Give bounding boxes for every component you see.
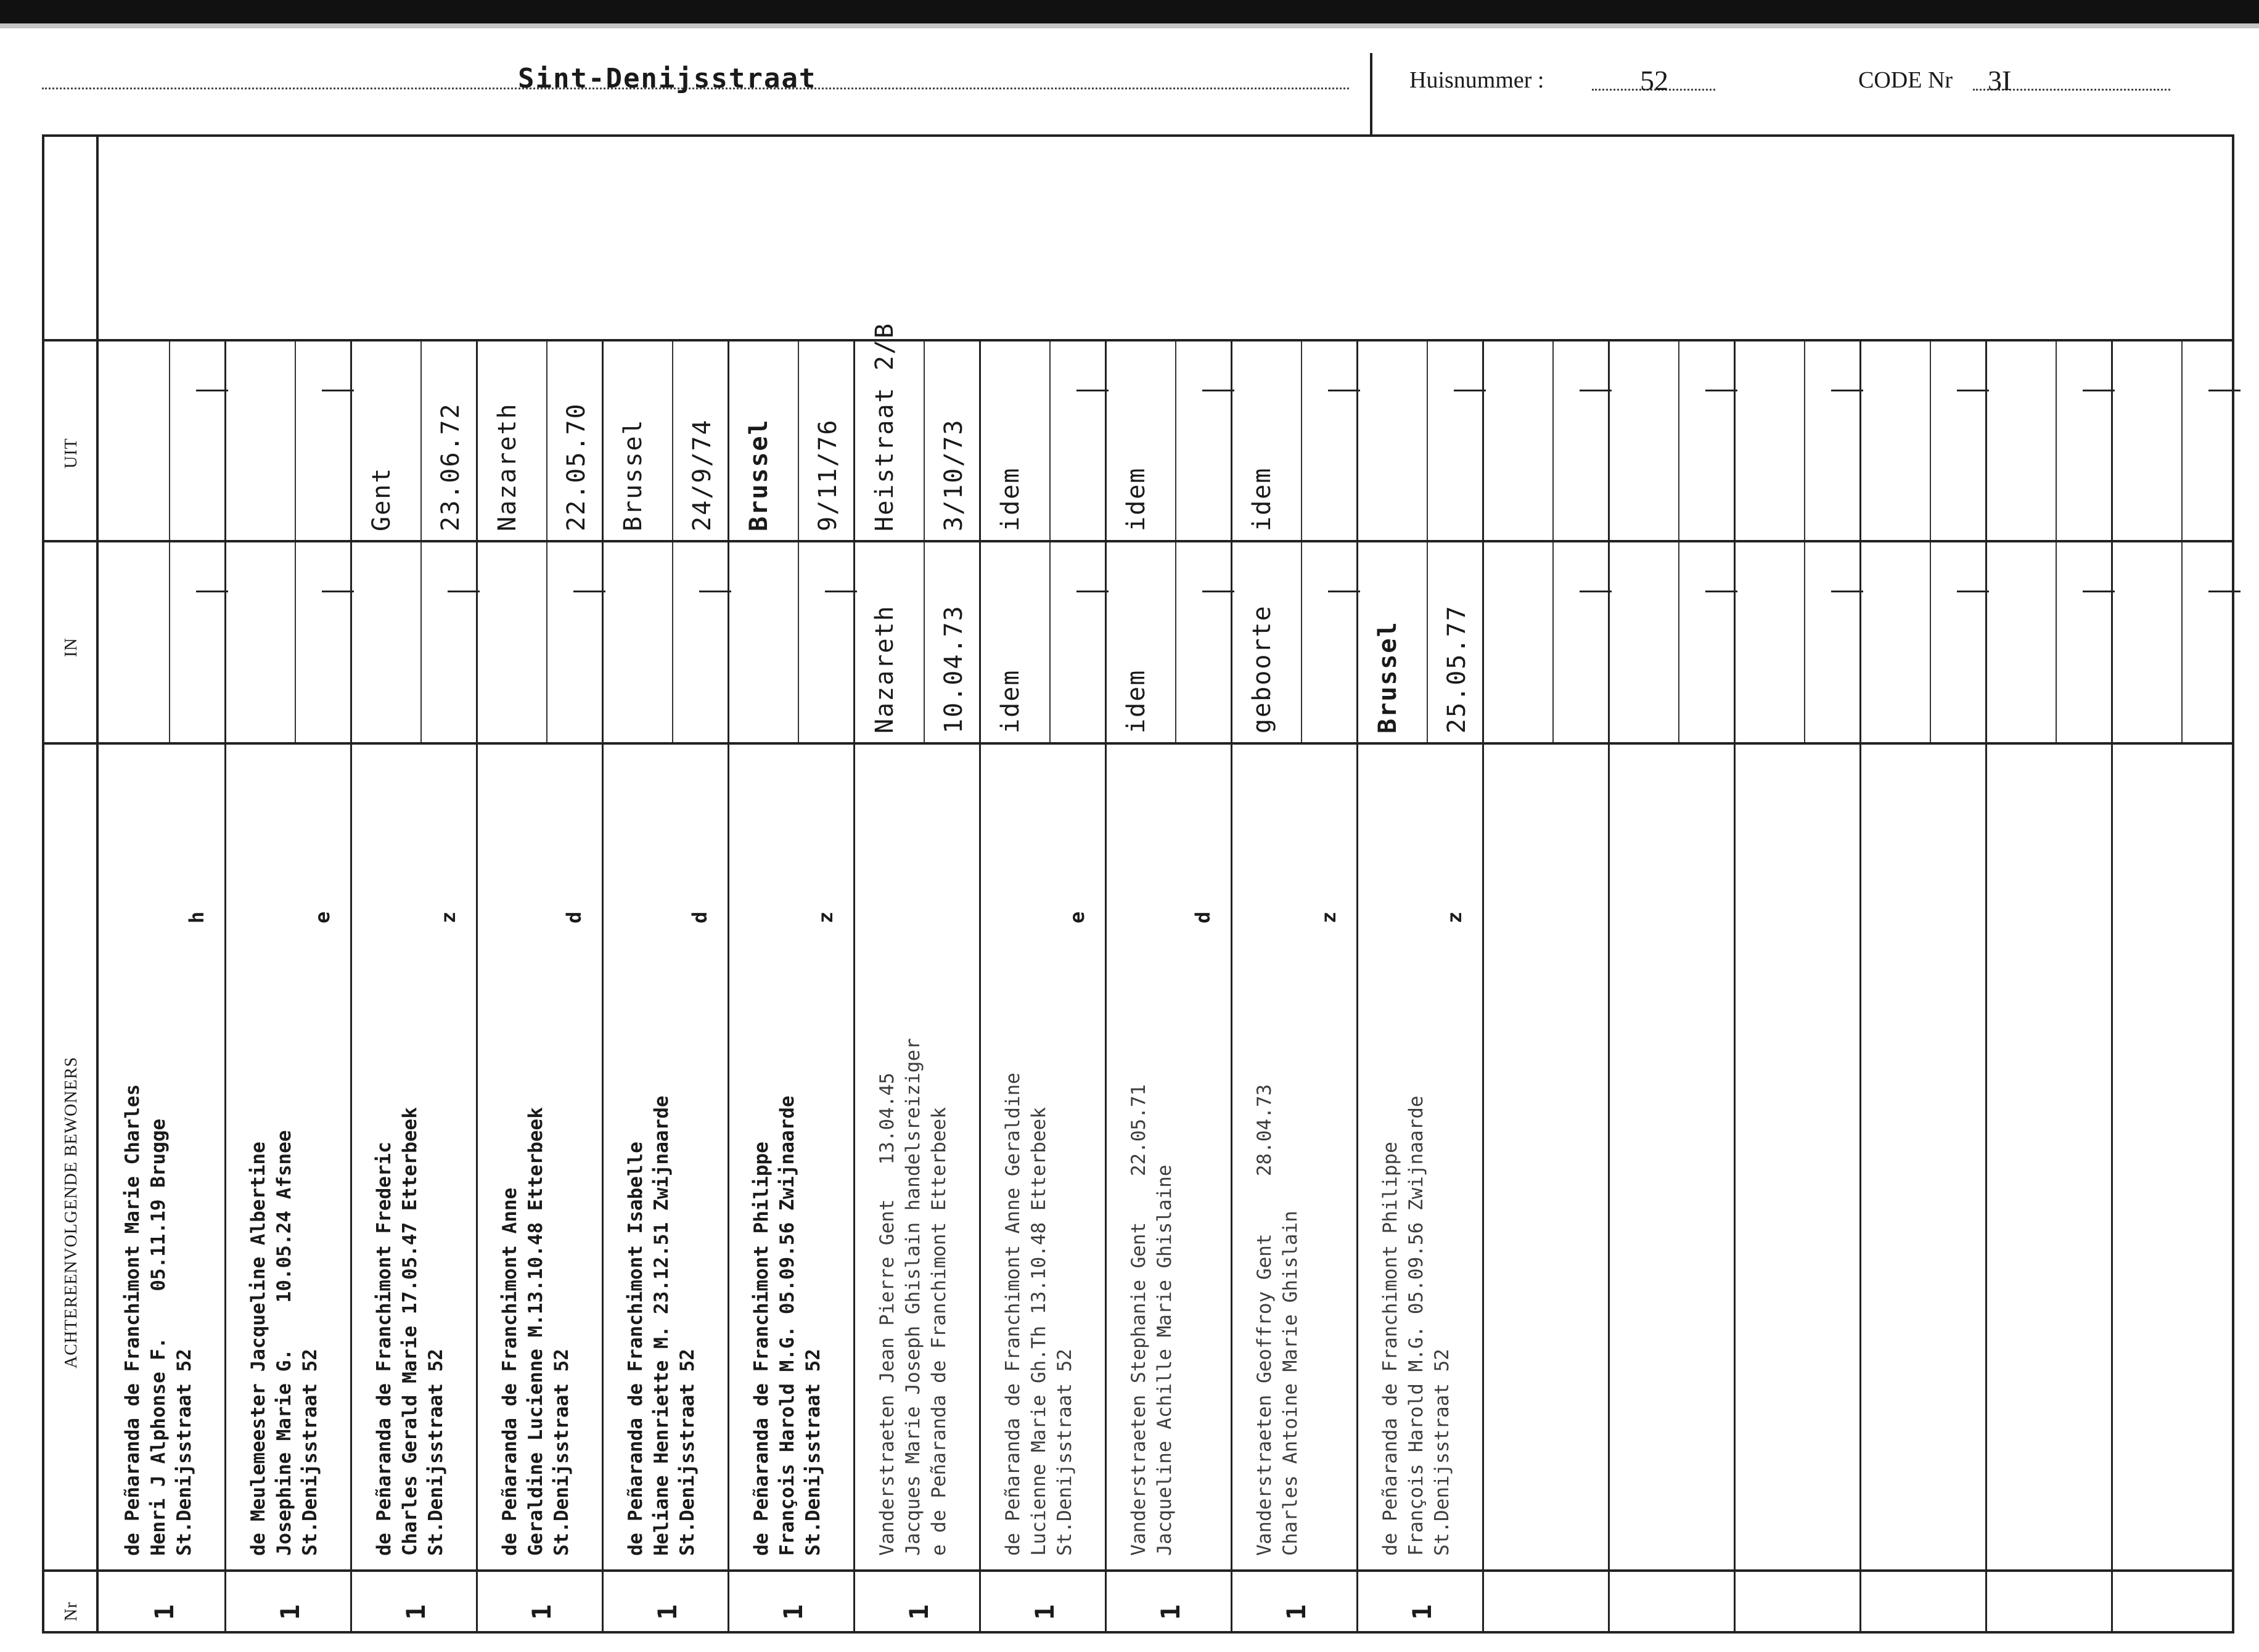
resident-record	[371, 1107, 449, 1556]
section-label-column	[42, 134, 99, 1634]
resident-record	[1126, 1084, 1178, 1556]
in-subcolumn-line	[2181, 542, 2183, 742]
in-subcolumn-line	[546, 542, 547, 742]
record-line: Charles Antoine Marie Ghislain	[1279, 1211, 1302, 1556]
record-line: Lucienne Marie Gh.Th 13.10.48 Etterbeek	[1028, 1107, 1050, 1556]
resident-record	[1000, 1073, 1078, 1556]
divider-bewoners-nr	[42, 1569, 2234, 1572]
column-line	[728, 341, 729, 1634]
uit-subcolumn-line	[169, 341, 170, 540]
entry-number: 1	[275, 1604, 305, 1620]
uit-empty-dash	[1328, 390, 1360, 391]
resident-record	[120, 1084, 197, 1556]
in-empty-dash	[1580, 591, 1612, 592]
in-place: idem	[996, 669, 1025, 734]
in-empty-dash	[1328, 591, 1360, 592]
column-line	[1482, 341, 1484, 1634]
in-subcolumn-line	[1175, 542, 1176, 742]
in-place: geboorte	[1248, 605, 1276, 734]
in-subcolumn-line	[1301, 542, 1302, 742]
uit-empty-dash	[2083, 390, 2115, 391]
entry-number: 1	[1281, 1604, 1311, 1620]
scan-top-shadow	[0, 23, 2259, 28]
in-empty-dash	[2208, 591, 2241, 592]
record-line: François Harold M.G. 05.09.56 Zwijnaarde	[1405, 1095, 1427, 1556]
street-name: Sint-Denijsstraat	[518, 63, 817, 94]
record-line: de Peñaranda de Franchimont Anne	[499, 1187, 521, 1556]
record-suffix: z	[1443, 911, 1466, 923]
column-line	[1356, 341, 1358, 1634]
record-suffix: d	[562, 911, 586, 923]
in-empty-dash	[196, 591, 228, 592]
record-suffix: d	[1191, 911, 1215, 923]
resident-record	[1377, 1095, 1455, 1556]
uit-subcolumn-line	[924, 341, 925, 540]
column-line	[1608, 341, 1610, 1634]
in-empty-dash	[1202, 591, 1234, 592]
uit-date: 24/9/74	[688, 419, 716, 531]
uit-subcolumn-line	[1175, 341, 1176, 540]
entry-number: 1	[401, 1604, 431, 1620]
in-place: idem	[1122, 669, 1150, 734]
uit-subcolumn-line	[295, 341, 296, 540]
entry-number: 1	[1030, 1604, 1060, 1620]
record-line: Henri J Alphonse F. 05.11.19 Brugge	[147, 1118, 170, 1556]
huisnummer-label: Huisnummer :	[1409, 67, 1544, 93]
uit-subcolumn-line	[1804, 341, 1805, 540]
uit-date: 23.06.72	[437, 403, 465, 531]
uit-subcolumn-line	[2056, 341, 2057, 540]
column-line	[979, 341, 981, 1634]
section-label-in: IN	[62, 637, 81, 657]
uit-subcolumn-line	[546, 341, 547, 540]
column-line	[350, 341, 352, 1634]
uit-place: Brussel	[745, 419, 773, 531]
column-line	[1985, 341, 1987, 1634]
uit-subcolumn-line	[2181, 341, 2183, 540]
record-suffix: z	[1317, 911, 1340, 923]
uit-place: Brussel	[619, 419, 647, 531]
in-subcolumn-line	[924, 542, 925, 742]
column-line	[853, 341, 855, 1634]
uit-place: idem	[1122, 467, 1150, 531]
record-line: e de Peñaranda de Franchimont Etterbeek	[928, 1107, 950, 1556]
uit-date: 3/10/73	[940, 419, 968, 531]
column-line	[1859, 341, 1861, 1634]
in-subcolumn-line	[169, 542, 170, 742]
in-subcolumn-line	[1552, 542, 1554, 742]
in-date: 10.04.73	[940, 605, 968, 734]
resident-record	[748, 1095, 826, 1556]
uit-empty-dash	[1580, 390, 1612, 391]
in-subcolumn-line	[798, 542, 799, 742]
uit-subcolumn-line	[1678, 341, 1679, 540]
section-label-nr: Nr	[62, 1601, 81, 1621]
record-line: Josephine Marie G. 10.05.24 Afsnee	[273, 1130, 295, 1556]
uit-empty-dash	[1202, 390, 1234, 391]
divider-in-bewoners	[42, 742, 2234, 745]
uit-subcolumn-line	[798, 341, 799, 540]
resident-record	[245, 1130, 323, 1556]
uit-subcolumn-line	[672, 341, 673, 540]
in-empty-dash	[1076, 591, 1109, 592]
uit-place: idem	[1248, 467, 1276, 531]
uit-subcolumn-line	[1301, 341, 1302, 540]
record-line: St.Denijsstraat 52	[425, 1349, 447, 1556]
section-label-uit: UIT	[62, 438, 81, 468]
uit-empty-dash	[1705, 390, 1737, 391]
uit-empty-dash	[1454, 390, 1486, 391]
resident-record	[1252, 1084, 1303, 1556]
record-line: St.Denijsstraat 52	[173, 1349, 195, 1556]
entry-number: 1	[652, 1604, 683, 1620]
column-line	[2111, 341, 2113, 1634]
record-line: Jacqueline Achille Marie Ghislaine	[1154, 1164, 1176, 1556]
in-subcolumn-line	[1427, 542, 1428, 742]
entry-number: 1	[904, 1604, 934, 1620]
uit-empty-dash	[2208, 390, 2241, 391]
in-subcolumn-line	[1930, 542, 1931, 742]
record-suffix: h	[185, 911, 208, 923]
record-line: Geraldine Lucienne M.13.10.48 Etterbeek	[525, 1107, 547, 1556]
record-line: François Harold M.G. 05.09.56 Zwijnaarde	[776, 1095, 798, 1556]
record-line: St.Denijsstraat 52	[802, 1349, 824, 1556]
entry-number: 1	[1155, 1604, 1186, 1620]
record-suffix: z	[437, 911, 460, 923]
in-place: Nazareth	[871, 605, 899, 734]
entry-number: 1	[527, 1604, 557, 1620]
record-line: de Meulemeester Jacqueline Albertine	[247, 1142, 269, 1556]
resident-record	[497, 1107, 575, 1556]
entry-number: 1	[149, 1604, 179, 1620]
entry-number: 1	[778, 1604, 808, 1620]
in-empty-dash	[2083, 591, 2115, 592]
uit-subcolumn-line	[1049, 341, 1051, 540]
record-line: Heliane Henriette M. 23.12.51 Zwijnaarde	[650, 1095, 673, 1556]
record-line: St.Denijsstraat 52	[551, 1349, 573, 1556]
record-line: St.Denijsstraat 52	[1431, 1349, 1453, 1556]
record-line: Vanderstraeten Geoffroy Gent 28.04.73	[1253, 1084, 1276, 1556]
uit-date: 22.05.70	[562, 403, 591, 531]
record-line: Jacques Marie Joseph Ghislain handelsreiziger	[902, 1038, 924, 1556]
in-empty-dash	[1705, 591, 1737, 592]
in-empty-dash	[1957, 591, 1989, 592]
column-line	[1105, 341, 1107, 1634]
uit-empty-dash	[196, 390, 228, 391]
code-label: CODE Nr	[1858, 67, 1953, 93]
uit-empty-dash	[322, 390, 354, 391]
uit-subcolumn-line	[1427, 341, 1428, 540]
record-suffix: e	[311, 911, 334, 923]
uit-empty-dash	[1957, 390, 1989, 391]
scan-top-edge	[0, 0, 2259, 23]
in-empty-dash	[322, 591, 354, 592]
column-line	[1734, 341, 1736, 1634]
in-subcolumn-line	[672, 542, 673, 742]
in-empty-dash	[825, 591, 857, 592]
uit-subcolumn-line	[1930, 341, 1931, 540]
record-line: Vanderstraeten Jean Pierre Gent 13.04.45	[876, 1073, 898, 1556]
record-line: de Peñaranda de Franchimont Anne Geraldine	[1002, 1073, 1024, 1556]
record-line: de Peñaranda de Franchimont Marie Charles	[121, 1084, 144, 1556]
record-line: Charles Gerald Marie 17.05.47 Etterbeek	[399, 1107, 421, 1556]
header-separator	[1370, 53, 1372, 134]
entry-number: 1	[1407, 1604, 1437, 1620]
divider-uit-in	[42, 540, 2234, 542]
uit-place: Gent	[367, 467, 396, 531]
in-subcolumn-line	[295, 542, 296, 742]
in-subcolumn-line	[1804, 542, 1805, 742]
record-line: de Peñaranda de Franchimont Philippe	[750, 1142, 773, 1556]
divider-top-blank	[42, 339, 2234, 341]
in-subcolumn-line	[2056, 542, 2057, 742]
uit-place: idem	[996, 467, 1025, 531]
column-line	[224, 341, 226, 1634]
in-place: Brussel	[1374, 621, 1402, 734]
in-empty-dash	[1831, 591, 1863, 592]
record-suffix: z	[814, 911, 837, 923]
uit-date: 9/11/76	[814, 419, 842, 531]
uit-place: Heistraat 2/B	[871, 322, 899, 531]
record-suffix: d	[688, 911, 711, 923]
in-subcolumn-line	[1678, 542, 1679, 742]
record-line: St.Denijsstraat 52	[1054, 1349, 1076, 1556]
record-line: St.Denijsstraat 52	[299, 1349, 321, 1556]
uit-subcolumn-line	[1552, 341, 1554, 540]
code-value: 3I	[1988, 65, 2012, 96]
uit-empty-dash	[1076, 390, 1109, 391]
resident-record	[874, 1038, 952, 1556]
record-line: de Peñaranda de Franchimont Isabelle	[625, 1142, 647, 1556]
column-line	[476, 341, 478, 1634]
uit-subcolumn-line	[420, 341, 422, 540]
record-line: de Peñaranda de Franchimont Philippe	[1379, 1142, 1401, 1556]
resident-record	[623, 1095, 700, 1556]
in-empty-dash	[699, 591, 731, 592]
record-line: Vanderstraeten Stephanie Gent 22.05.71	[1128, 1084, 1150, 1556]
in-empty-dash	[448, 591, 480, 592]
in-subcolumn-line	[1049, 542, 1051, 742]
in-empty-dash	[573, 591, 605, 592]
column-line	[1231, 341, 1232, 1634]
section-label-bewoners: ACHTEREENVOLGENDE BEWONERS	[62, 1057, 81, 1368]
in-subcolumn-line	[420, 542, 422, 742]
column-line	[602, 341, 604, 1634]
record-suffix: e	[1065, 911, 1089, 923]
uit-empty-dash	[1831, 390, 1863, 391]
in-date: 25.05.77	[1443, 605, 1471, 734]
uit-place: Nazareth	[493, 403, 522, 531]
record-line: St.Denijsstraat 52	[676, 1349, 699, 1556]
record-line: de Peñaranda de Franchimont Frederic	[373, 1142, 395, 1556]
huisnummer-value: 52	[1640, 65, 1668, 96]
